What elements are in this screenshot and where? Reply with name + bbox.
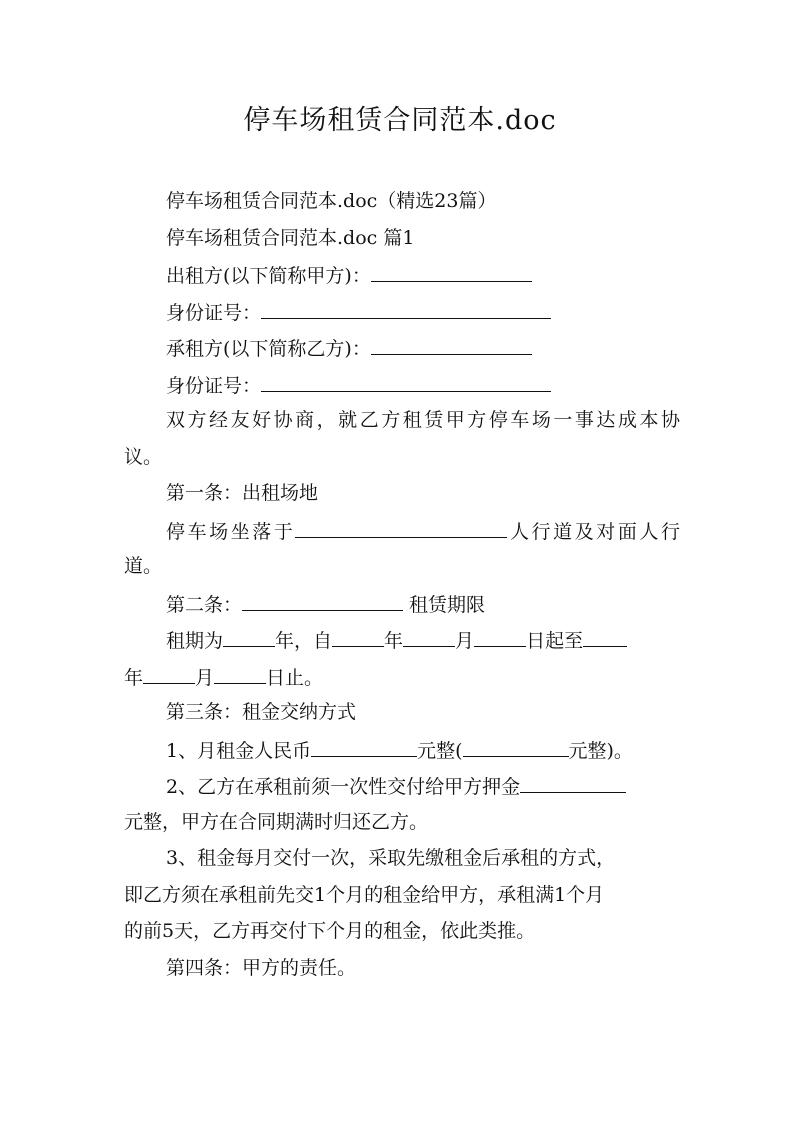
end-day-blank	[214, 663, 266, 684]
lessor-id-blank	[261, 298, 551, 319]
article-2-title: 租赁期限	[403, 593, 486, 616]
lessee-line	[124, 334, 680, 371]
rent-amount-upper-blank	[463, 736, 569, 757]
deposit-text: 2、乙方在承租前须一次性交付给甲方押金	[166, 776, 521, 798]
section-heading: 停车场租赁合同范本.doc 篇1	[166, 226, 415, 249]
end-month-blank-a	[143, 663, 195, 684]
lessor-line	[124, 261, 680, 298]
document-title: 停车场租赁合同范本.doc	[243, 105, 557, 136]
paragraph-agreement: 双方经友好协商，就乙方租赁甲方停车场一事达成本协	[166, 409, 680, 431]
lessee-id-line	[124, 371, 680, 408]
location-blank	[295, 517, 507, 538]
article-3-heading: 第三条：租金交纳方式	[166, 701, 357, 723]
rent-text: 1、月租金人民币	[166, 739, 312, 762]
deposit-blank	[520, 772, 626, 793]
article-4-heading: 第四条：甲方的责任。	[166, 956, 357, 979]
term-years-blank	[223, 626, 275, 647]
start-month-blank	[403, 626, 455, 647]
term-text: 日起至	[526, 630, 584, 652]
term-text: 年	[384, 630, 404, 652]
term-text: 年	[124, 666, 144, 689]
term-text: 租期为	[166, 630, 224, 652]
term-line	[124, 626, 680, 663]
rent-amount-blank	[311, 736, 417, 757]
article-2-blank	[242, 590, 403, 611]
location-line	[124, 517, 680, 554]
location-label: 停车场坐落于	[166, 520, 296, 543]
start-year-blank	[332, 626, 384, 647]
lessee-blank	[371, 334, 532, 355]
rent-text: 元整)。	[568, 739, 633, 762]
term-line-cont	[124, 663, 680, 700]
term-text: 日止。	[266, 666, 324, 689]
article-2-heading	[124, 590, 680, 627]
lessor-id-line	[124, 298, 680, 335]
rent-line	[124, 736, 680, 773]
deposit-line-cont: 元整，甲方在合同期满时归还乙方。	[124, 810, 429, 833]
term-text: 年，自	[275, 630, 333, 652]
payment-line-cont: 即乙方须在承租前先交1个月的租金给甲方，承租满1个月	[124, 883, 605, 906]
rent-text: 元整(	[417, 739, 463, 762]
document-body	[124, 188, 680, 991]
article-2-label: 第二条：	[166, 593, 243, 616]
subtitle-line: 停车场租赁合同范本.doc（精选23篇）	[166, 190, 497, 212]
lessor-id-label: 身份证号：	[166, 301, 262, 324]
payment-line-cont: 的前5天，乙方再交付下个月的租金，依此类推。	[124, 920, 536, 942]
location-suffix: 人行道及对面人行	[507, 520, 680, 543]
lessor-blank	[371, 261, 532, 282]
term-text: 月	[195, 666, 215, 689]
payment-line: 3、租金每月交付一次，采取先缴租金后承租的方式，	[166, 847, 616, 869]
start-day-blank	[474, 626, 526, 647]
lessee-label: 承租方(以下简称乙方)：	[166, 338, 371, 360]
location-line-cont: 道。	[124, 555, 163, 577]
end-year-blank	[583, 626, 627, 647]
term-text: 月	[455, 630, 475, 652]
lessee-id-blank	[261, 371, 551, 392]
deposit-line	[124, 772, 680, 809]
paragraph-agreement-cont: 议。	[124, 445, 163, 468]
lessor-label: 出租方(以下简称甲方)：	[166, 265, 371, 287]
article-1-heading: 第一条：出租场地	[166, 482, 319, 504]
lessee-id-label: 身份证号：	[166, 374, 262, 397]
